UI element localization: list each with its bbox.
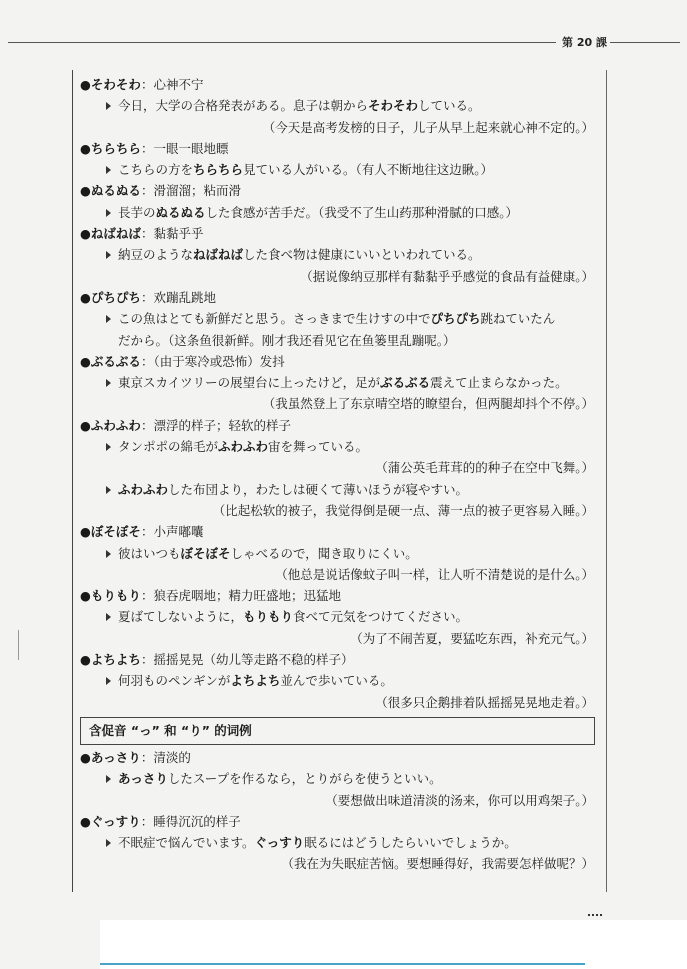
example-pre: 何羽ものペンギンが	[118, 673, 231, 689]
entry-meaning: （由于寒冷或恐怖）发抖	[153, 353, 285, 369]
entry-heading	[80, 287, 596, 308]
entry-word: ぴちぴち	[90, 289, 141, 305]
example-translation: （蒲公英毛茸茸的的种子在空中飞舞。）	[375, 460, 594, 476]
entry-meaning: 睡得沉沉的样子	[153, 813, 241, 829]
bullet-icon: ●	[80, 417, 91, 433]
triangle-bullet-icon	[106, 315, 111, 323]
colon: ：	[140, 652, 154, 668]
entry-word: ぶるぶる	[90, 353, 141, 369]
example-pre: こちらの方を	[118, 162, 194, 178]
entry-meaning: 欢蹦乱跳地	[153, 289, 216, 305]
triangle-bullet-icon	[106, 166, 111, 174]
example-text	[104, 205, 518, 220]
colon: ：	[140, 140, 154, 156]
example-pre: 長芋の	[118, 204, 156, 220]
example-keyword: そわそわ	[368, 98, 419, 114]
example-text	[104, 482, 468, 497]
example-translation: （他总是说话像蚊子叫一样，让人听不清楚说的是什么。）	[275, 566, 594, 582]
example-pre: タンポポの綿毛が	[118, 439, 219, 455]
example-text	[104, 98, 481, 113]
entry-meaning: 心神不宁	[153, 77, 204, 92]
triangle-bullet-icon	[106, 102, 111, 110]
example-text	[104, 162, 493, 177]
example-translation: （据说像纳豆那样有黏黏乎乎感觉的食品有益健康。）	[300, 268, 594, 284]
colon: ：	[140, 183, 154, 199]
example-post: した食べ物は健康にいいといわれている。	[243, 247, 481, 263]
triangle-bullet-icon	[106, 550, 111, 558]
entry-meaning: 滑溜溜；粘而滑	[153, 183, 241, 199]
example-sentence	[80, 159, 596, 180]
example-translation: （很多只企鹅排着队摇摇晃晃地走着。）	[375, 694, 594, 710]
example-sentence	[80, 670, 596, 691]
bullet-icon: ●	[80, 588, 91, 604]
example-post: 跳ねていたん	[480, 311, 556, 327]
colon: ：	[140, 749, 154, 765]
example-sentence	[80, 768, 596, 789]
example-text	[104, 375, 568, 390]
bullet-icon: ●	[80, 226, 91, 242]
colon: ：	[140, 289, 154, 305]
example-post: している。	[418, 98, 481, 114]
example-text	[104, 771, 442, 786]
entry-meaning: 黏黏乎乎	[153, 226, 204, 242]
entry-word: ちらちら	[90, 140, 141, 156]
example-pre: 夏ばてしないように，	[118, 609, 244, 625]
bullet-icon: ●	[80, 524, 91, 540]
entry-heading	[80, 74, 596, 95]
example-sentence	[80, 202, 596, 223]
entry-word: ぐっすり	[90, 813, 141, 829]
example-post: 見ている人がいる。（有人不断地往这边瞅。）	[243, 162, 494, 178]
entry-heading	[80, 649, 596, 670]
entry-meaning: 小声嘟囔	[153, 524, 204, 540]
entry-word: ぬるぬる	[90, 183, 141, 199]
header-rule-left	[8, 42, 556, 43]
example-keyword: ちらちら	[193, 162, 244, 178]
example-text	[104, 247, 481, 262]
example-translation: （我虽然登上了东京晴空塔的瞭望台，但两腿却抖个不停。）	[262, 396, 594, 412]
example-keyword: ぼそぼそ	[180, 545, 231, 561]
example-post: した食感が苦手だ。（我受不了生山药那种滑腻的口感。）	[205, 204, 519, 220]
example-post: 食べて元気をつけてください。	[293, 609, 469, 625]
entry-heading	[80, 351, 596, 372]
entry-word: もりもり	[90, 588, 141, 604]
colon: ：	[140, 77, 154, 92]
triangle-bullet-icon	[106, 613, 111, 621]
example-text	[104, 673, 393, 688]
colon: ：	[140, 417, 154, 433]
triangle-bullet-icon	[106, 251, 111, 259]
bullet-icon: ●	[80, 652, 91, 668]
example-pre: 不眠症で悩んでいます。	[118, 835, 255, 851]
example-translation: （为了不闹苦夏，要猛吃东西，补充元气。）	[350, 630, 594, 646]
example-translation: （比起松软的被子，我觉得倒是硬一点、薄一点的被子更容易入睡。）	[212, 502, 594, 518]
entry-heading	[80, 138, 596, 159]
lesson-title: 第 20 課	[562, 36, 607, 49]
triangle-bullet-icon	[106, 486, 111, 494]
margin-mark	[18, 630, 19, 660]
entry-meaning: 狼吞虎咽地；精力旺盛地；迅猛地	[153, 588, 341, 604]
example-pre: 納豆のような	[118, 247, 194, 263]
example-keyword: もりもり	[243, 609, 294, 625]
example-pre: 東京スカイツリーの展望台に上ったけど，足が	[118, 375, 381, 391]
triangle-bullet-icon	[106, 379, 111, 387]
entry-heading	[80, 811, 596, 832]
onomatopoeia-entries	[80, 74, 596, 713]
section-header: 含促音 “っ” 和 “り” 的词例	[80, 717, 595, 745]
entry-heading	[80, 180, 596, 201]
example-text	[104, 439, 368, 454]
entry-meaning: 漂浮的样子；轻软的样子	[153, 417, 291, 433]
entry-word: ふわふわ	[90, 417, 141, 433]
triangle-bullet-icon	[106, 209, 111, 217]
example-keyword: ふわふわ	[118, 481, 169, 497]
example-post: した布団より，わたしは硬くて薄いほうが寝やすい。	[168, 481, 469, 497]
triangle-bullet-icon	[106, 839, 111, 847]
bullet-icon: ●	[80, 140, 91, 156]
bullet-icon: ●	[80, 353, 91, 369]
colon: ：	[140, 524, 154, 540]
triangle-bullet-icon	[106, 775, 111, 783]
example-pre: 彼はいつも	[118, 545, 181, 561]
example-text	[104, 609, 468, 624]
entry-word: ねばねば	[90, 226, 141, 242]
footer-rule	[100, 963, 585, 965]
example-translation: （要想做出味道清淡的汤来，你可以用鸡架子。）	[325, 792, 594, 808]
example-post: 並んで歩いている。	[280, 673, 393, 689]
example-sentence	[80, 606, 596, 627]
example-keyword: ねばねば	[193, 247, 244, 263]
triangle-bullet-icon	[106, 677, 111, 685]
example-post: 眠るにはどうしたらいいでしょうか。	[304, 835, 517, 851]
example-sentence	[80, 95, 596, 116]
example-sentence	[80, 372, 596, 393]
bullet-icon: ●	[80, 289, 91, 305]
bullet-icon: ●	[80, 183, 91, 199]
example-keyword: あっさり	[118, 771, 168, 787]
entry-heading	[80, 585, 596, 606]
colon: ：	[140, 588, 154, 604]
entry-word: よちよち	[90, 652, 141, 668]
example-keyword: ぶるぶる	[380, 375, 431, 391]
example-translation: （我在为失眠症苦恼。要想睡得好，我需要怎样做呢？）	[281, 856, 594, 872]
colon: ：	[140, 353, 154, 369]
example-keyword: ぬるぬる	[155, 204, 206, 220]
entry-word: ぼそぼそ	[90, 524, 141, 540]
bullet-icon: ●	[80, 77, 91, 92]
entry-heading	[80, 223, 596, 244]
vocabulary-list	[80, 74, 596, 875]
example-keyword: よちよち	[230, 673, 281, 689]
entry-word: あっさり	[90, 749, 141, 765]
example-sentence	[80, 479, 596, 500]
entry-meaning: 清淡的	[153, 749, 191, 765]
entry-heading	[80, 521, 596, 542]
example-keyword: ふわふわ	[218, 439, 269, 455]
example-text	[104, 311, 555, 326]
example-sentence	[80, 832, 596, 853]
example-post: 震えて止まらなかった。	[430, 375, 568, 391]
example-text	[104, 835, 517, 850]
entry-meaning: 摇摇晃晃（幼儿等走路不稳的样子）	[153, 652, 354, 668]
example-post: 宙を舞っている。	[268, 439, 369, 455]
example-sentence	[80, 308, 596, 329]
entry-word: そわそわ	[90, 77, 141, 92]
page-number-fragment	[588, 914, 602, 919]
example-continuation: だから。（这条鱼很新鲜。刚才我还看见它在鱼篓里乱蹦呢。）	[118, 332, 456, 348]
header-rule-right	[610, 42, 680, 43]
entry-meaning: 一眼一眼地瞟	[153, 140, 229, 156]
colon: ：	[140, 813, 154, 829]
example-pre: 今日，大学の合格発表がある。息子は朝から	[118, 98, 369, 114]
example-sentence	[80, 543, 596, 564]
example-keyword: ぴちぴち	[430, 311, 481, 327]
example-translation: （今天是高考发榜的日子，儿子从早上起来就心神不定的。）	[262, 119, 594, 135]
example-post: しゃべるので，聞き取りにくい。	[230, 545, 418, 561]
bullet-icon: ●	[80, 749, 91, 765]
example-keyword: ぐっすり	[254, 835, 305, 851]
example-text	[104, 546, 418, 561]
example-sentence	[80, 436, 596, 457]
entry-heading	[80, 747, 596, 768]
example-post: したスープを作るなら，とりがらを使うといい。	[167, 771, 442, 787]
page-footer-area	[100, 920, 687, 969]
section-entries	[80, 747, 596, 875]
triangle-bullet-icon	[106, 443, 111, 451]
example-pre: この魚はとても新鮮だと思う。さっきまで生けすの中で	[118, 311, 431, 327]
example-sentence	[80, 244, 596, 265]
bullet-icon: ●	[80, 813, 91, 829]
colon: ：	[140, 226, 154, 242]
entry-heading	[80, 415, 596, 436]
